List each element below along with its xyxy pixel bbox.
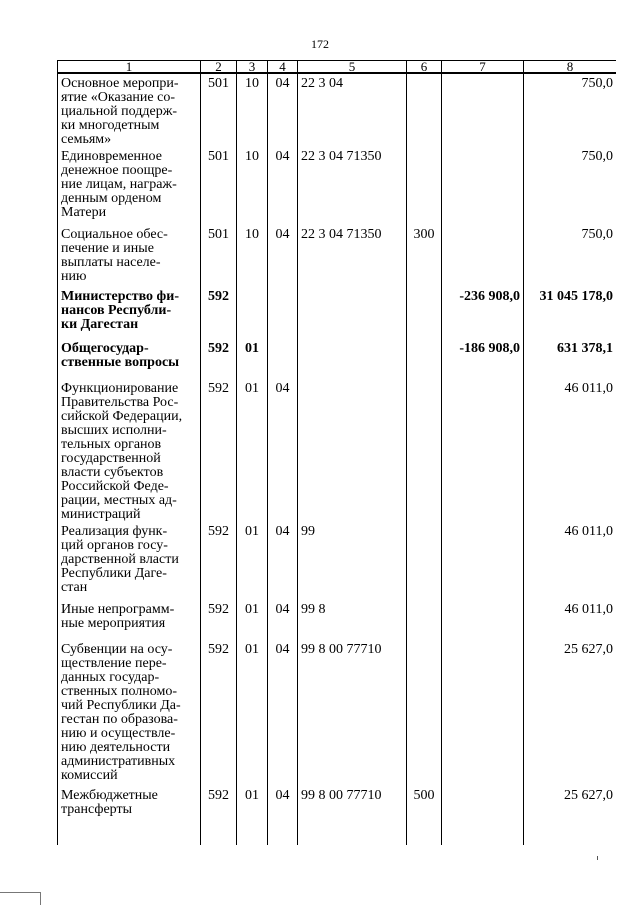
row-name-cell: Субвенции на осу- ществление пере- данных государ- ственных полномо- чий Республики Да- гестан по образова- нию и осуществле- нию деятельности административных комиссий [58,640,201,786]
table-row [58,225,617,287]
table-row [58,640,617,786]
row-expense-type-cell [407,600,442,640]
row-name-cell: Реализация функ- ций органов госу- дарственной власти Республики Даге- стан [58,522,201,600]
row-expense-type-cell [407,379,442,522]
table-row [58,73,617,147]
column-header-1: 1 [58,61,201,74]
row-name-cell: Министерство фи- нансов Республи- ки Дагестан [58,287,201,339]
row-section-code-cell: 01 [237,786,268,845]
row-section-code-cell: 01 [237,600,268,640]
table-row [58,379,617,522]
page-number: 172 [311,37,329,51]
row-subsection-code-cell: 04 [268,786,298,845]
row-total-amount-cell: 31 045 178,0 [524,287,617,339]
scan-mark [597,856,598,860]
row-total-amount-cell: 46 011,0 [524,600,617,640]
row-subsection-code-cell [268,287,298,339]
budget-table-wrapper [57,60,616,845]
row-total-amount-cell: 46 011,0 [524,522,617,600]
column-header-6: 6 [407,61,442,74]
row-admin-code-cell: 592 [201,379,237,522]
row-change-amount-cell [442,640,524,786]
row-section-code-cell: 10 [237,225,268,287]
row-expense-type-cell [407,73,442,147]
row-name-cell: Межбюджетные трансферты [58,786,201,845]
row-admin-code-cell: 592 [201,640,237,786]
row-admin-code-cell: 501 [201,147,237,225]
table-row [58,522,617,600]
row-expense-type-cell: 300 [407,225,442,287]
row-expense-type-cell [407,640,442,786]
row-admin-code-cell: 592 [201,339,237,379]
column-header-8: 8 [524,61,617,74]
column-header-3: 3 [237,61,268,74]
row-change-amount-cell: -186 908,0 [442,339,524,379]
row-name-cell: Общегосудар- ственные вопросы [58,339,201,379]
table-row [58,339,617,379]
row-target-article-cell: 99 [298,522,407,600]
row-subsection-code-cell: 04 [268,225,298,287]
row-subsection-code-cell: 04 [268,73,298,147]
row-expense-type-cell [407,522,442,600]
row-expense-type-cell [407,287,442,339]
table-body [58,73,617,845]
row-target-article-cell: 99 8 [298,600,407,640]
row-total-amount-cell: 631 378,1 [524,339,617,379]
row-section-code-cell: 01 [237,640,268,786]
row-target-article-cell [298,339,407,379]
row-subsection-code-cell: 04 [268,379,298,522]
row-subsection-code-cell: 04 [268,640,298,786]
row-admin-code-cell: 592 [201,600,237,640]
row-change-amount-cell [442,379,524,522]
row-target-article-cell: 99 8 00 77710 [298,640,407,786]
row-target-article-cell: 22 3 04 [298,73,407,147]
row-section-code-cell: 01 [237,522,268,600]
row-admin-code-cell: 592 [201,786,237,845]
row-total-amount-cell: 25 627,0 [524,786,617,845]
row-subsection-code-cell: 04 [268,600,298,640]
row-subsection-code-cell: 04 [268,147,298,225]
row-section-code-cell: 01 [237,379,268,522]
row-admin-code-cell: 592 [201,522,237,600]
scan-corner-mark [0,892,41,905]
row-name-cell: Единовременное денежное поощре- ние лицам, награж- денным орденом Матери [58,147,201,225]
table-row [58,147,617,225]
row-total-amount-cell: 750,0 [524,73,617,147]
header-row [58,61,617,74]
row-name-cell: Основное меропри- ятие «Оказание со- циальной поддерж- ки многодетным семьям» [58,73,201,147]
row-total-amount-cell: 46 011,0 [524,379,617,522]
budget-table [57,60,616,845]
row-change-amount-cell [442,225,524,287]
row-change-amount-cell [442,73,524,147]
row-total-amount-cell: 750,0 [524,225,617,287]
table-row [58,287,617,339]
column-header-5: 5 [298,61,407,74]
row-section-code-cell: 01 [237,339,268,379]
row-name-cell: Иные непрограмм- ные мероприятия [58,600,201,640]
row-admin-code-cell: 592 [201,287,237,339]
row-target-article-cell: 99 8 00 77710 [298,786,407,845]
row-name-cell: Социальное обес- печение и иные выплаты населе- нию [58,225,201,287]
row-target-article-cell [298,379,407,522]
table-row [58,786,617,845]
row-target-article-cell: 22 3 04 71350 [298,225,407,287]
row-subsection-code-cell: 04 [268,522,298,600]
row-admin-code-cell: 501 [201,225,237,287]
row-change-amount-cell [442,600,524,640]
row-subsection-code-cell [268,339,298,379]
row-expense-type-cell: 500 [407,786,442,845]
row-expense-type-cell [407,147,442,225]
row-change-amount-cell [442,147,524,225]
column-header-7: 7 [442,61,524,74]
row-name-cell: Функционирование Правительства Рос- сийской Федерации, высших исполни- тельных органов государственной власти субъектов Российской Феде- рации, местных ад- министраций [58,379,201,522]
row-expense-type-cell [407,339,442,379]
row-section-code-cell [237,287,268,339]
row-change-amount-cell [442,522,524,600]
column-header-2: 2 [201,61,237,74]
row-section-code-cell: 10 [237,73,268,147]
table-row [58,600,617,640]
row-total-amount-cell: 25 627,0 [524,640,617,786]
row-admin-code-cell: 501 [201,73,237,147]
row-target-article-cell [298,287,407,339]
row-total-amount-cell: 750,0 [524,147,617,225]
row-change-amount-cell [442,786,524,845]
row-target-article-cell: 22 3 04 71350 [298,147,407,225]
column-header-4: 4 [268,61,298,74]
row-change-amount-cell: -236 908,0 [442,287,524,339]
row-section-code-cell: 10 [237,147,268,225]
